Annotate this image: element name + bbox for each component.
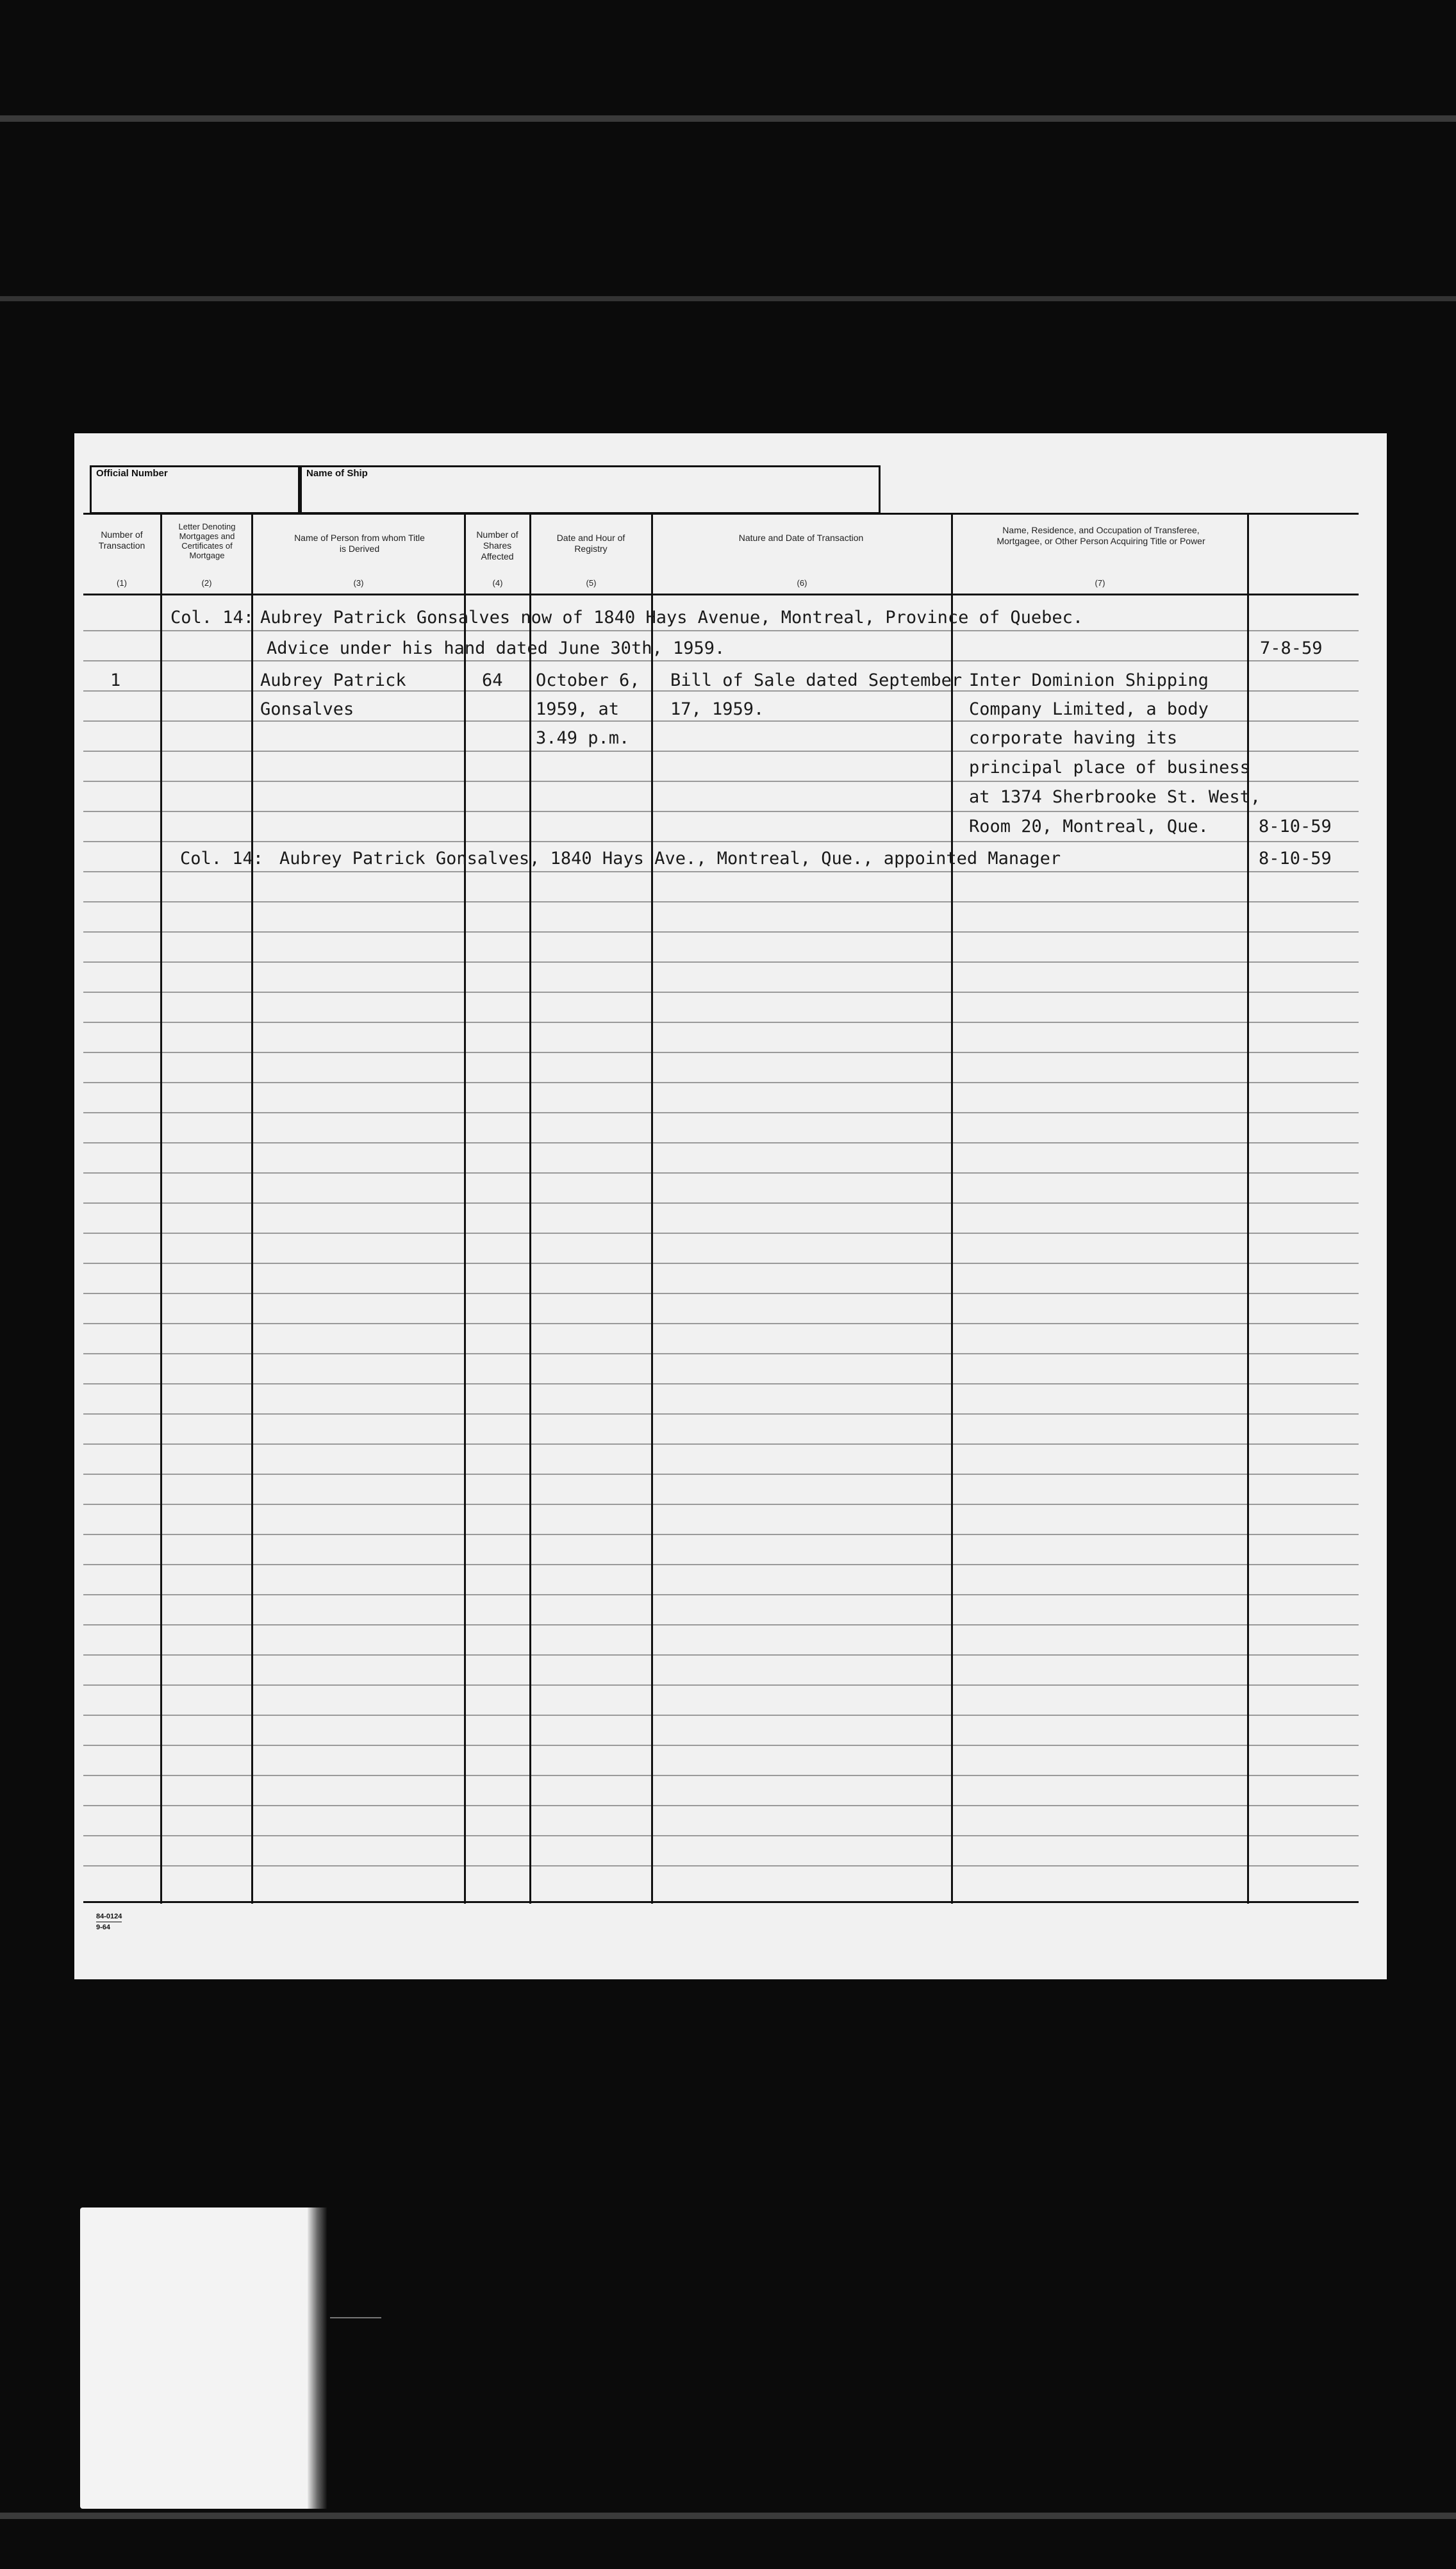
col-divider-6 — [951, 513, 953, 1904]
transaction-1-nature-line1: Bill of Sale dated September — [670, 670, 963, 690]
rule-5 — [83, 751, 1359, 752]
col-divider-4 — [529, 513, 531, 1904]
scan-stripe-top — [0, 115, 1456, 122]
scan-stripe-upper — [0, 296, 1456, 301]
official-number-label: Official Number — [96, 468, 168, 479]
rule-40 — [83, 1805, 1359, 1806]
rule-21 — [83, 1233, 1359, 1234]
transaction-1-transferee-line3: corporate having its — [969, 728, 1178, 748]
rule-26 — [83, 1383, 1359, 1384]
transaction-1-registry-line3: 3.49 p.m. — [536, 728, 630, 748]
transaction-1-registry-line2: 1959, at — [536, 699, 620, 719]
rule-35 — [83, 1654, 1359, 1656]
rule-32 — [83, 1564, 1359, 1565]
transaction-1-transferee-line6: Room 20, Montreal, Que. — [969, 817, 1209, 836]
rule-33 — [83, 1594, 1359, 1595]
form-code-number: 84-0124 — [96, 1911, 122, 1922]
col-header-nature-date: Nature and Date of Transaction — [738, 533, 864, 543]
rule-23 — [83, 1293, 1359, 1294]
rule-15 — [83, 1052, 1359, 1053]
rule-6 — [83, 781, 1359, 782]
rule-9 — [83, 871, 1359, 872]
rule-10 — [83, 901, 1359, 902]
col-number-4: (4) — [492, 578, 503, 588]
entry-1-column-ref: Col. 14: — [170, 608, 254, 628]
rule-39 — [83, 1775, 1359, 1776]
rule-36 — [83, 1684, 1359, 1686]
rule-27 — [83, 1413, 1359, 1415]
entry-2-date: 8-10-59 — [1259, 849, 1332, 869]
col-number-2: (2) — [201, 578, 212, 588]
rule-22 — [83, 1263, 1359, 1264]
col-number-7: (7) — [1095, 578, 1105, 588]
col-header-mortgage-letter: Letter Denoting Mortgages and Certificates of Mortgage — [178, 522, 236, 560]
table-bottom-border — [83, 1901, 1359, 1903]
name-of-ship-label: Name of Ship — [306, 468, 368, 479]
rule-38 — [83, 1745, 1359, 1746]
scan-calibration-tab — [80, 2207, 325, 2509]
transaction-1-from-line1: Aubrey Patrick — [260, 670, 406, 690]
rule-29 — [83, 1474, 1359, 1475]
rule-30 — [83, 1504, 1359, 1505]
rule-4 — [83, 720, 1359, 722]
rule-34 — [83, 1624, 1359, 1625]
transaction-1-transferee-line4: principal place of business — [969, 758, 1250, 777]
rule-20 — [83, 1202, 1359, 1204]
col-divider-5 — [651, 513, 653, 1904]
col-header-transferee: Name, Residence, and Occupation of Transferee, Mortgagee, or Other Person Acquiring Title or Power — [997, 525, 1205, 546]
rule-28 — [83, 1443, 1359, 1445]
col-divider-1 — [160, 513, 162, 1904]
rule-16 — [83, 1082, 1359, 1083]
rule-18 — [83, 1142, 1359, 1143]
rule-37 — [83, 1715, 1359, 1716]
rule-8 — [83, 841, 1359, 842]
transaction-1-registry-line1: October 6, — [536, 670, 640, 690]
rule-31 — [83, 1534, 1359, 1535]
transaction-1-date: 8-10-59 — [1259, 817, 1332, 836]
rule-14 — [83, 1022, 1359, 1023]
rule-12 — [83, 961, 1359, 963]
col-header-title-derived-from: Name of Person from whom Title is Derived — [294, 533, 425, 554]
transaction-1-transferee-line5: at 1374 Sherbrooke St. West, — [969, 787, 1261, 807]
col-divider-3 — [464, 513, 466, 1904]
col-header-shares-affected: Number of Shares Affected — [476, 529, 518, 561]
transaction-1-shares: 64 — [482, 670, 503, 690]
header-bottom-border — [83, 594, 1359, 595]
register-page — [74, 433, 1387, 1979]
entry-1-text: Aubrey Patrick Gonsalves now of 1840 Hays Avenue, Montreal, Province of Quebec. — [260, 608, 1084, 628]
entry-1-text-line2: Advice under his hand dated June 30th, 1959. — [267, 638, 725, 658]
rule-19 — [83, 1172, 1359, 1174]
rule-3 — [83, 690, 1359, 692]
rule-2 — [83, 660, 1359, 661]
rule-1 — [83, 630, 1359, 631]
transaction-1-transferee-line1: Inter Dominion Shipping — [969, 670, 1209, 690]
col-header-date-hour-registry: Date and Hour of Registry — [556, 533, 625, 554]
table-top-border — [83, 513, 1359, 515]
form-code-date: 9-64 — [96, 1924, 111, 1931]
col-divider-7 — [1247, 513, 1249, 1904]
rule-17 — [83, 1112, 1359, 1113]
transaction-1-number: 1 — [110, 670, 121, 690]
rule-25 — [83, 1353, 1359, 1354]
rule-11 — [83, 931, 1359, 933]
transaction-1-from-line2: Gonsalves — [260, 699, 354, 719]
form-code — [96, 1911, 122, 1933]
scan-mark — [330, 2317, 381, 2318]
col-number-1: (1) — [117, 578, 127, 588]
transaction-1-transferee-line2: Company Limited, a body — [969, 699, 1209, 719]
col-header-transaction-number: Number of Transaction — [98, 529, 145, 551]
rule-41 — [83, 1835, 1359, 1836]
col-number-3: (3) — [353, 578, 364, 588]
rule-42 — [83, 1865, 1359, 1866]
rule-13 — [83, 992, 1359, 993]
name-of-ship-box — [300, 465, 881, 514]
col-divider-2 — [251, 513, 253, 1904]
transaction-1-nature-line2: 17, 1959. — [670, 699, 765, 719]
entry-2-text: Aubrey Patrick Gonsalves, 1840 Hays Ave., Montreal, Que., appointed Manager — [279, 849, 1061, 869]
entry-1-date: 7-8-59 — [1260, 638, 1323, 658]
col-number-5: (5) — [586, 578, 597, 588]
col-number-6: (6) — [797, 578, 807, 588]
scan-stripe-bottom — [0, 2513, 1456, 2519]
rule-7 — [83, 811, 1359, 812]
rule-24 — [83, 1323, 1359, 1324]
entry-2-column-ref: Col. 14: — [180, 849, 264, 869]
scan-calibration-tab-edge — [308, 2207, 327, 2509]
